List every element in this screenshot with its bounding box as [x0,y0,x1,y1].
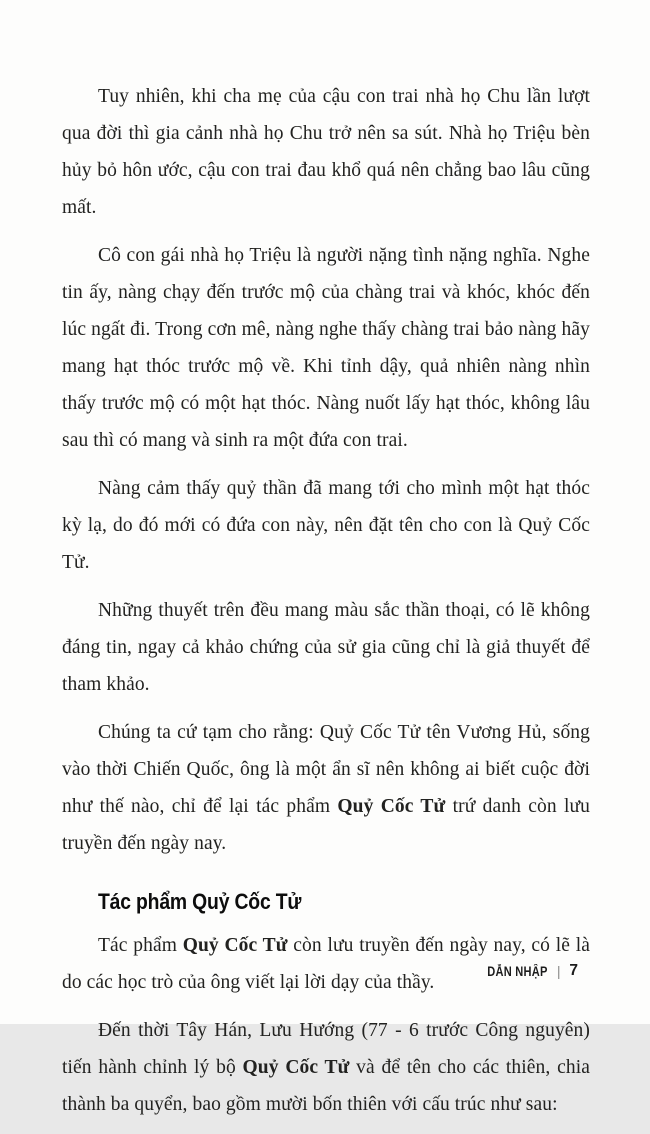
work-title-emphasis: Quỷ Cốc Tử [182,935,288,956]
section-heading-text: Tác phẩm Quỷ Cốc Tử [98,889,302,914]
footer-separator: | [557,963,560,979]
body-paragraph [62,1012,590,1123]
paragraph-text: Nàng cảm thấy quỷ thần đã mang tới cho mình một hạt thóc kỳ lạ, do đó mới có đứa con này, nên đặt tên cho con là Quỷ Cốc Tử. [62,478,590,573]
body-paragraph [62,592,590,703]
paragraph-text: và để tên cho các thiên, chia thành ba quyển, bao gồm mười bốn thiên với cấu trúc như sau: [62,1057,590,1115]
paragraph-text: trứ danh còn lưu truyền đến ngày nay. [62,796,590,854]
paragraph-text: Tuy nhiên, khi cha mẹ của cậu con trai nhà họ Chu lần lượt qua đời thì gia cảnh nhà họ Chu trở nên sa sút. Nhà họ Triệu bèn hủy bỏ hôn ước, cậu con trai đau khổ quá nên chẳng bao lâu cũng mất. [62,86,590,218]
section-heading [98,889,590,915]
page-footer [474,962,578,980]
page-number: 7 [569,962,578,979]
body-paragraph [62,78,590,226]
body-paragraph [62,714,590,862]
paragraph-text: Những thuyết trên đều mang màu sắc thần thoại, có lẽ không đáng tin, ngay cả khảo chứng của sử gia cũng chỉ là giả thuyết để tham khảo. [62,600,590,695]
paragraph-text: Đến thời Tây Hán, Lưu Hướng (77 - 6 trước Công nguyên) tiến hành chỉnh lý bộ [62,1020,590,1078]
work-title-emphasis: Quỷ Cốc Tử [242,1057,350,1078]
paragraph-text: Chúng ta cứ tạm cho rằng: Quỷ Cốc Tử tên Vương Hủ, sống vào thời Chiến Quốc, ông là một ẩn sĩ nên không ai biết cuộc đời như thế nào, chỉ để lại tác phẩm [62,722,590,817]
paragraph-group-intro [62,78,590,862]
paragraph-group-section [62,927,590,1123]
body-paragraph [62,237,590,459]
paragraph-text: còn lưu truyền đến ngày nay, có lẽ là do các học trò của ông viết lại lời dạy của thầy. [62,935,590,993]
paragraph-text: Cô con gái nhà họ Triệu là người nặng tình nặng nghĩa. Nghe tin ấy, nàng chạy đến trước mộ của chàng trai và khóc, khóc đến lúc ngất đi. Trong cơn mê, nàng nghe thấy chàng trai bảo nàng hãy mang hạt thóc trước mộ về. Khi tỉnh dậy, quả nhiên nàng nhìn thấy trước mộ có một hạt thóc. Nàng nuốt lấy hạt thóc, không lâu sau thì có mang và sinh ra một đứa con trai. [62,245,590,451]
running-head-label: DẪN NHẬP [487,963,548,979]
body-paragraph [62,470,590,581]
paragraph-text: Tác phẩm [98,935,183,956]
work-title-emphasis: Quỷ Cốc Tử [337,796,446,817]
